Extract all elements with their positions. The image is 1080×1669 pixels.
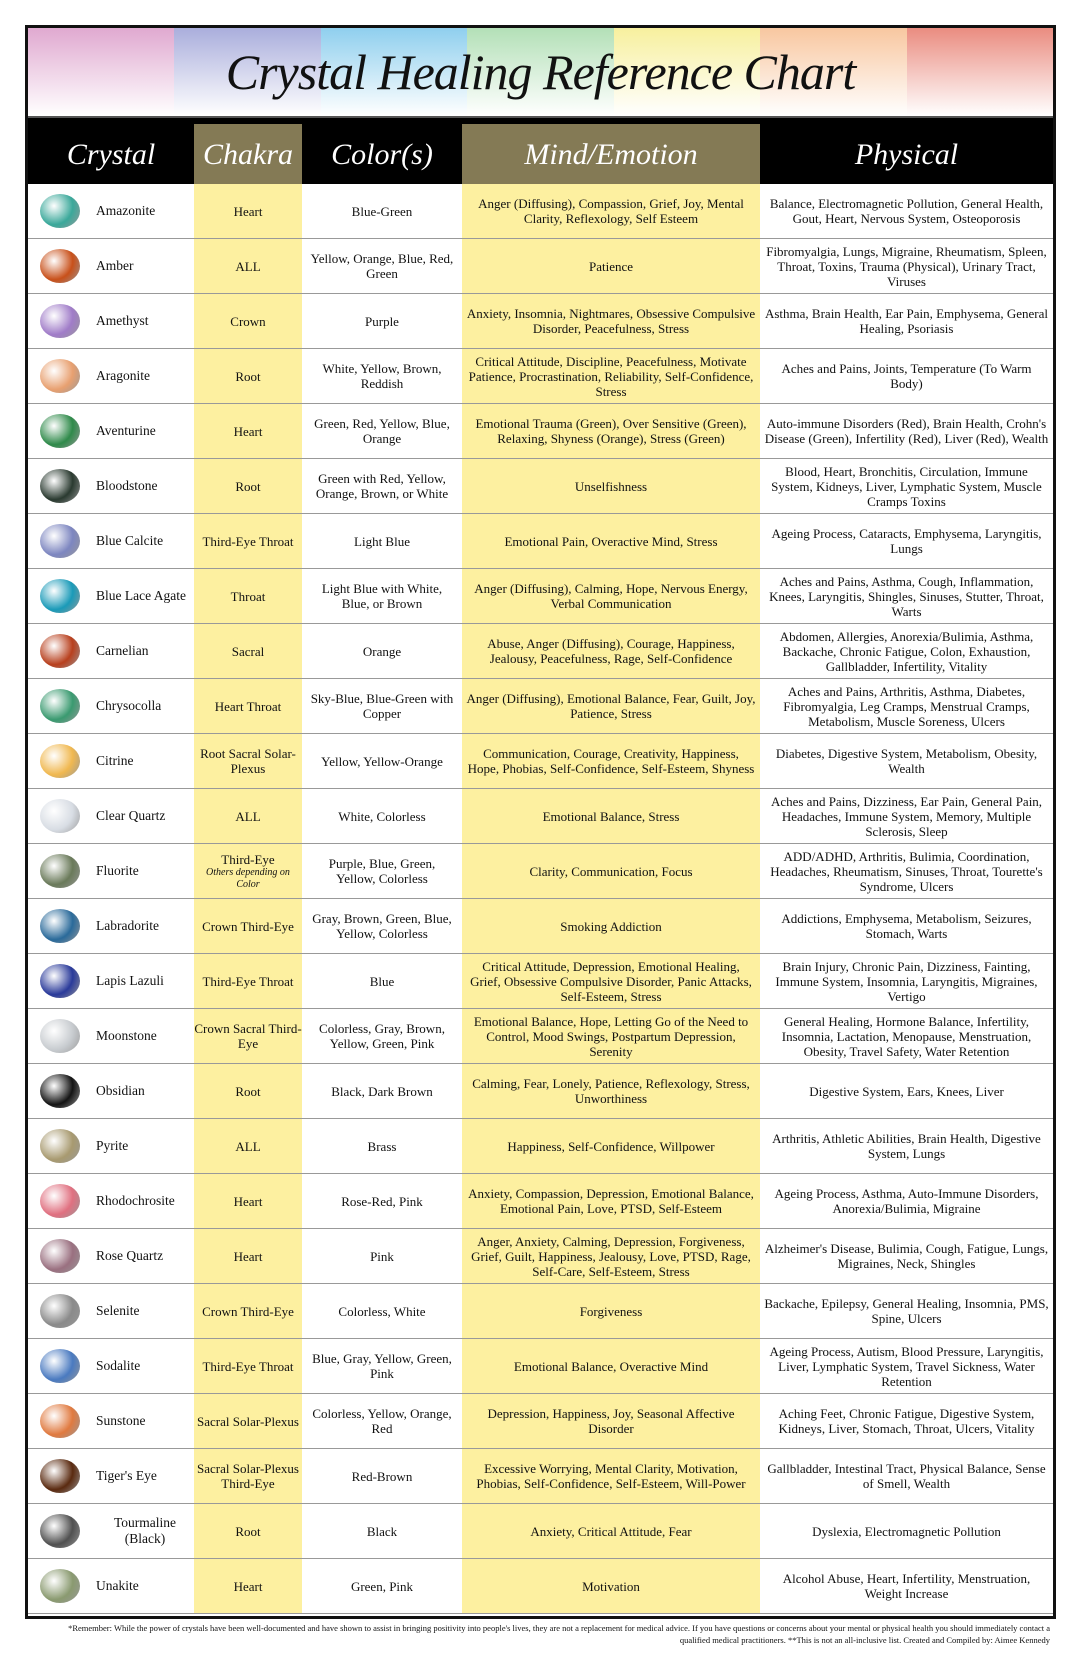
physical-cell: Brain Injury, Chronic Pain, Dizziness, Fainting, Immune System, Insomnia, Laryngitis, Migraines, Vertigo xyxy=(775,958,1038,1004)
crystal-image xyxy=(40,414,80,448)
mind-emotion-cell: Happiness, Self-Confidence, Willpower xyxy=(462,1119,760,1173)
crystal-image xyxy=(40,1129,80,1163)
crystal-name: Obsidian xyxy=(96,1083,145,1098)
colors-cell: Colorless, Gray, Brown, Yellow, Green, Pink xyxy=(319,1021,445,1051)
chakra-cell xyxy=(194,679,302,733)
chakra-text: Sacral Solar-Plexus xyxy=(197,1413,299,1429)
colors-cell: Light Blue with White, Blue, or Brown xyxy=(321,581,443,611)
mind-emotion-cell: Anger (Diffusing), Compassion, Grief, Joy, Mental Clarity, Reflexology, Self Esteem xyxy=(462,184,760,238)
chakra-text: Throat xyxy=(230,588,266,604)
mind-emotion-cell: Anger (Diffusing), Emotional Balance, Fear, Guilt, Joy, Patience, Stress xyxy=(462,679,760,733)
crystal-image xyxy=(40,524,80,558)
table-row xyxy=(28,954,1053,1009)
crystal-image xyxy=(40,469,80,503)
table-row xyxy=(28,624,1053,679)
physical-cell: Aches and Pains, Asthma, Cough, Inflammation, Knees, Laryngitis, Shingles, Sinuses, Stutter, Throat, Warts xyxy=(769,573,1044,619)
crystal-name: Citrine xyxy=(96,753,134,768)
crystal-name: Tourmaline (Black) xyxy=(113,1515,177,1546)
table-row xyxy=(28,1339,1053,1394)
crystal-image xyxy=(40,909,80,943)
crystal-cell xyxy=(28,459,194,513)
chakra-text: Sacral xyxy=(231,643,265,659)
crystal-cell xyxy=(28,844,194,898)
chakra-text: Root xyxy=(235,1083,261,1099)
table-row xyxy=(28,899,1053,954)
crystal-name: Amethyst xyxy=(96,313,149,328)
mind-emotion-cell: Emotional Balance, Stress xyxy=(462,789,760,843)
colors-cell: Pink xyxy=(370,1248,394,1264)
chakra-text: Third-Eye Throat xyxy=(202,533,294,549)
chakra-text: Root xyxy=(235,368,261,384)
chakra-text: Heart xyxy=(233,203,263,219)
crystal-image xyxy=(40,194,80,228)
crystal-name: Sunstone xyxy=(96,1413,146,1428)
crystal-cell xyxy=(28,899,194,953)
crystal-name: Pyrite xyxy=(96,1138,129,1153)
crystal-cell xyxy=(28,1064,194,1118)
crystal-name: Selenite xyxy=(96,1303,140,1318)
crystal-cell xyxy=(28,954,194,1008)
table-row xyxy=(28,1229,1053,1284)
crystal-name: Aragonite xyxy=(96,368,150,383)
crystal-image xyxy=(40,1569,80,1603)
crystal-image xyxy=(40,854,80,888)
chakra-text: Heart xyxy=(233,1578,263,1594)
crystal-cell xyxy=(28,734,194,788)
chakra-cell xyxy=(194,1229,302,1283)
table-row xyxy=(28,514,1053,569)
mind-emotion-cell: Critical Attitude, Depression, Emotional Healing, Grief, Obsessive Compulsive Disorder, Panic Attacks, Self-Esteem, Stress xyxy=(462,954,760,1008)
crystal-cell xyxy=(28,349,194,403)
chakra-cell xyxy=(194,954,302,1008)
table-row xyxy=(28,844,1053,899)
chakra-text: ALL xyxy=(235,808,261,824)
crystal-image xyxy=(40,1074,80,1108)
table-row xyxy=(28,294,1053,349)
crystal-cell xyxy=(28,1449,194,1503)
chakra-text: Heart xyxy=(233,1248,263,1264)
chakra-text: ALL xyxy=(235,1138,261,1154)
table-row xyxy=(28,239,1053,294)
colors-cell: Blue xyxy=(369,973,395,989)
header-crystal: Crystal xyxy=(66,138,156,171)
colors-cell: Purple xyxy=(365,313,399,329)
mind-emotion-cell: Calming, Fear, Lonely, Patience, Reflexology, Stress, Unworthiness xyxy=(462,1064,760,1118)
mind-emotion-cell: Critical Attitude, Discipline, Peacefulness, Motivate Patience, Procrastination, Reliability, Self-Confidence, Stress xyxy=(462,349,760,403)
colors-cell: Green, Pink xyxy=(350,1578,414,1594)
colors-cell: Orange xyxy=(362,643,402,659)
physical-cell: Alcohol Abuse, Heart, Infertility, Menstruation, Weight Increase xyxy=(782,1571,1031,1601)
table-row xyxy=(28,734,1053,789)
crystal-image xyxy=(40,1019,80,1053)
mind-emotion-cell: Forgiveness xyxy=(462,1284,760,1338)
crystal-image xyxy=(40,1514,80,1548)
chakra-cell xyxy=(194,1559,302,1613)
chakra-cell xyxy=(194,1394,302,1448)
colors-cell: Light Blue xyxy=(354,533,410,549)
crystal-image xyxy=(40,634,80,668)
crystal-name: Lapis Lazuli xyxy=(96,973,164,988)
crystal-name: Rose Quartz xyxy=(96,1248,164,1263)
chakra-cell xyxy=(194,569,302,623)
physical-cell: Aches and Pains, Dizziness, Ear Pain, General Pain, Headaches, Immune System, Memory, Multiple Sclerosis, Sleep xyxy=(770,793,1043,839)
table-row xyxy=(28,184,1053,239)
footer-disclaimer: *Remember: While the power of crystals have been well-documented and have shown to assist in bringing positivity into people's lives, they are not a replacement for medical advice. If you have questions or concerns about your mental or physical health you should immediately contact a qualified medical practitioners. **This is not an all-inclusive list. Created and Compiled by: Aimee Kennedy xyxy=(68,1623,1050,1645)
crystal-name: Blue Calcite xyxy=(96,533,164,548)
physical-cell: Addictions, Emphysema, Metabolism, Seizures, Stomach, Warts xyxy=(781,911,1032,941)
crystal-cell xyxy=(28,1339,194,1393)
physical-cell: Auto-immune Disorders (Red), Brain Health, Crohn's Disease (Green), Infertility (Red), Liver (Red), Wealth xyxy=(764,416,1049,446)
crystal-name: Rhodochrosite xyxy=(96,1193,175,1208)
crystal-cell xyxy=(28,404,194,458)
chakra-text: Crown Sacral Third-Eye xyxy=(194,1021,302,1051)
colors-cell: Blue-Green xyxy=(351,203,413,219)
crystal-cell xyxy=(28,239,194,293)
crystal-name: Aventurine xyxy=(96,423,156,438)
page-title: Crystal Healing Reference Chart xyxy=(225,44,856,100)
chart-frame xyxy=(25,25,1056,1619)
crystal-name: Blue Lace Agate xyxy=(96,588,186,603)
table-row xyxy=(28,404,1053,459)
colors-cell: Sky-Blue, Blue-Green with Copper xyxy=(310,691,454,721)
crystal-image xyxy=(40,1404,80,1438)
table-row xyxy=(28,1064,1053,1119)
crystal-image xyxy=(40,359,80,393)
physical-cell: Gallbladder, Intestinal Tract, Physical Balance, Sense of Smell, Wealth xyxy=(767,1461,1046,1491)
mind-emotion-cell: Emotional Balance, Hope, Letting Go of the Need to Control, Mood Swings, Postpartum Depression, Serenity xyxy=(462,1009,760,1063)
colors-cell: Green with Red, Yellow, Orange, Brown, or White xyxy=(315,471,449,501)
table-row xyxy=(28,1504,1053,1559)
crystal-name: Sodalite xyxy=(96,1358,141,1373)
physical-cell: Alzheimer's Disease, Bulimia, Cough, Fatigue, Lungs, Migraines, Neck, Shingles xyxy=(764,1241,1049,1271)
mind-emotion-cell: Emotional Trauma (Green), Over Sensitive (Green), Relaxing, Shyness (Orange), Stress (Green) xyxy=(462,404,760,458)
physical-cell: Dyslexia, Electromagnetic Pollution xyxy=(812,1523,1001,1539)
crystal-image xyxy=(40,1459,80,1493)
colors-cell: White, Colorless xyxy=(338,808,426,824)
crystal-image xyxy=(40,1184,80,1218)
table-row xyxy=(28,1174,1053,1229)
colors-cell: Green, Red, Yellow, Blue, Orange xyxy=(314,416,450,446)
crystal-image xyxy=(40,744,80,778)
table-row xyxy=(28,1449,1053,1504)
crystal-cell xyxy=(28,624,194,678)
crystal-cell xyxy=(28,1284,194,1338)
crystal-cell xyxy=(28,1229,194,1283)
table-row xyxy=(28,1394,1053,1449)
mind-emotion-cell: Emotional Pain, Overactive Mind, Stress xyxy=(462,514,760,568)
physical-cell: Ageing Process, Asthma, Auto-Immune Disorders, Anorexia/Bulimia, Migraine xyxy=(774,1186,1039,1216)
crystal-image xyxy=(40,689,80,723)
colors-cell: Rose-Red, Pink xyxy=(341,1193,423,1209)
chakra-cell xyxy=(194,1339,302,1393)
colors-cell: Red-Brown xyxy=(351,1468,413,1484)
chakra-text: Third-Eye xyxy=(221,851,275,867)
chakra-cell xyxy=(194,1284,302,1338)
crystal-cell xyxy=(28,1559,194,1613)
crystal-name: Carnelian xyxy=(96,643,149,658)
colors-cell: Black, Dark Brown xyxy=(331,1083,433,1099)
crystal-image xyxy=(40,249,80,283)
chakra-cell xyxy=(194,1009,302,1063)
crystal-image xyxy=(40,799,80,833)
crystal-cell xyxy=(28,294,194,348)
chakra-text: Third-Eye Throat xyxy=(202,1358,294,1374)
colors-cell: Colorless, White xyxy=(338,1303,426,1319)
table-row xyxy=(28,1284,1053,1339)
mind-emotion-cell: Depression, Happiness, Joy, Seasonal Affective Disorder xyxy=(462,1394,760,1448)
physical-cell: Digestive System, Ears, Knees, Liver xyxy=(809,1083,1004,1099)
chakra-cell xyxy=(194,1174,302,1228)
chakra-text: Root xyxy=(235,478,261,494)
colors-cell: Colorless, Yellow, Orange, Red xyxy=(312,1406,452,1436)
physical-cell: General Healing, Hormone Balance, Infertility, Insomnia, Lactation, Menopause, Menstruation, Obesity, Travel Safety, Water Retention xyxy=(781,1013,1032,1059)
physical-cell: Balance, Electromagnetic Pollution, General Health, Gout, Heart, Nervous System, Osteoporosis xyxy=(769,196,1044,226)
crystal-cell xyxy=(28,1174,194,1228)
colors-cell: Blue, Gray, Yellow, Green, Pink xyxy=(312,1351,452,1381)
crystal-image xyxy=(40,1239,80,1273)
chakra-text: Crown xyxy=(230,313,266,329)
chakra-text: ALL xyxy=(235,258,261,274)
chakra-text: Root Sacral Solar-Plexus xyxy=(200,746,296,776)
mind-emotion-cell: Anxiety, Compassion, Depression, Emotional Balance, Emotional Pain, Love, PTSD, Self-Esteem xyxy=(462,1174,760,1228)
chakra-text: Heart xyxy=(233,1193,263,1209)
mind-emotion-cell: Excessive Worrying, Mental Clarity, Motivation, Phobias, Self-Confidence, Self-Esteem, Will-Power xyxy=(462,1449,760,1503)
table-row xyxy=(28,1559,1053,1614)
chakra-cell xyxy=(194,514,302,568)
crystal-cell xyxy=(28,514,194,568)
table-row xyxy=(28,1119,1053,1174)
crystal-name: Chrysocolla xyxy=(96,698,162,713)
crystal-name: Moonstone xyxy=(96,1028,157,1043)
colors-cell: Brass xyxy=(367,1138,397,1154)
chakra-cell xyxy=(194,184,302,238)
chakra-cell xyxy=(194,899,302,953)
physical-cell: Asthma, Brain Health, Ear Pain, Emphysema, General Healing, Psoriasis xyxy=(764,306,1049,336)
header-chakra: Chakra xyxy=(194,124,302,186)
chakra-text: Heart xyxy=(233,423,263,439)
physical-cell: Backache, Epilepsy, General Healing, Insomnia, PMS, Spine, Ulcers xyxy=(764,1296,1049,1326)
crystal-cell xyxy=(28,1394,194,1448)
table-row xyxy=(28,679,1053,734)
crystal-name: Amazonite xyxy=(96,203,156,218)
physical-cell: Aches and Pains, Arthritis, Asthma, Diabetes, Fibromyalgia, Leg Cramps, Menstrual Cramps, Metabolism, Muscle Soreness, Ulcers xyxy=(783,683,1030,729)
physical-cell: Aching Feet, Chronic Fatigue, Digestive System, Kidneys, Liver, Stomach, Throat, Ulcers, Vitality xyxy=(778,1406,1035,1436)
table-row xyxy=(28,569,1053,624)
physical-cell: Aches and Pains, Joints, Temperature (To Warm Body) xyxy=(781,361,1032,391)
mind-emotion-cell: Patience xyxy=(462,239,760,293)
physical-cell: ADD/ADHD, Arthritis, Bulimia, Coordination, Headaches, Rheumatism, Sinuses, Throat, Tourette's Syndrome, Ulcers xyxy=(770,848,1043,894)
crystal-cell xyxy=(28,1504,194,1558)
physical-cell: Blood, Heart, Bronchitis, Circulation, Immune System, Kidneys, Liver, Lymphatic System, Muscle Cramps Toxins xyxy=(771,463,1042,509)
crystal-name: Labradorite xyxy=(96,918,159,933)
crystal-cell xyxy=(28,1009,194,1063)
colors-cell: Yellow, Orange, Blue, Red, Green xyxy=(310,251,454,281)
colors-cell: Yellow, Yellow-Orange xyxy=(321,753,443,769)
chakra-text: Heart Throat xyxy=(214,698,282,714)
chakra-cell xyxy=(194,734,302,788)
crystal-cell xyxy=(28,679,194,733)
chakra-cell xyxy=(194,349,302,403)
chakra-text: Root xyxy=(235,1523,261,1539)
physical-cell: Arthritis, Athletic Abilities, Brain Health, Digestive System, Lungs xyxy=(772,1131,1041,1161)
chakra-cell xyxy=(194,459,302,513)
chakra-text: Sacral Solar-Plexus Third-Eye xyxy=(197,1461,299,1491)
crystal-cell xyxy=(28,569,194,623)
chakra-note: Others depending on Color xyxy=(206,866,290,890)
chakra-cell xyxy=(194,239,302,293)
crystal-name: Bloodstone xyxy=(96,478,158,493)
crystal-cell xyxy=(28,184,194,238)
crystal-image xyxy=(40,579,80,613)
chakra-cell xyxy=(194,1064,302,1118)
table-row xyxy=(28,1009,1053,1064)
chakra-text: Third-Eye Throat xyxy=(202,973,294,989)
crystal-image xyxy=(40,1349,80,1383)
header-physical: Physical xyxy=(854,138,959,171)
chakra-cell xyxy=(194,789,302,843)
crystal-image xyxy=(40,964,80,998)
crystal-name: Clear Quartz xyxy=(96,808,166,823)
crystal-name: Amber xyxy=(96,258,134,273)
mind-emotion-cell: Motivation xyxy=(462,1559,760,1613)
crystal-cell xyxy=(28,789,194,843)
physical-cell: Diabetes, Digestive System, Metabolism, Obesity, Wealth xyxy=(775,746,1038,776)
mind-emotion-cell: Anxiety, Insomnia, Nightmares, Obsessive Compulsive Disorder, Peacefulness, Stress xyxy=(462,294,760,348)
physical-cell: Fibromyalgia, Lungs, Migraine, Rheumatism, Spleen, Throat, Toxins, Trauma (Physical), Urinary Tract, Viruses xyxy=(766,243,1047,289)
physical-cell: Abdomen, Allergies, Anorexia/Bulimia, Asthma, Backache, Chronic Fatigue, Colon, Exhaustion, Gallbladder, Infertility, Vitality xyxy=(779,628,1034,674)
physical-cell: Ageing Process, Cataracts, Emphysema, Laryngitis, Lungs xyxy=(771,526,1042,556)
colors-cell: Black xyxy=(366,1523,398,1539)
mind-emotion-cell: Anger, Anxiety, Calming, Depression, Forgiveness, Grief, Guilt, Happiness, Jealousy, Love, PTSD, Rage, Self-Care, Self-Esteem, Stress xyxy=(462,1229,760,1283)
chakra-cell xyxy=(194,1449,302,1503)
crystal-name: Fluorite xyxy=(96,863,139,878)
chakra-cell xyxy=(194,844,302,898)
chakra-cell xyxy=(194,624,302,678)
table-header xyxy=(28,116,1053,184)
table-row xyxy=(28,349,1053,404)
crystal-name: Tiger's Eye xyxy=(96,1468,157,1483)
chakra-text: Crown Third-Eye xyxy=(202,1303,294,1319)
chakra-cell xyxy=(194,1119,302,1173)
mind-emotion-cell: Communication, Courage, Creativity, Happiness, Hope, Phobias, Self-Confidence, Self-Esteem, Shyness xyxy=(462,734,760,788)
mind-emotion-cell: Anxiety, Critical Attitude, Fear xyxy=(462,1504,760,1558)
colors-cell: White, Yellow, Brown, Reddish xyxy=(322,361,442,391)
mind-emotion-cell: Smoking Addiction xyxy=(462,899,760,953)
mind-emotion-cell: Emotional Balance, Overactive Mind xyxy=(462,1339,760,1393)
table-row xyxy=(28,459,1053,514)
crystal-image xyxy=(40,1294,80,1328)
mind-emotion-cell: Unselfishness xyxy=(462,459,760,513)
colors-cell: Gray, Brown, Green, Blue, Yellow, Colorless xyxy=(312,911,452,941)
table-row xyxy=(28,789,1053,844)
crystal-cell xyxy=(28,1119,194,1173)
physical-cell: Ageing Process, Autism, Blood Pressure, Laryngitis, Liver, Lymphatic System, Travel Sickness, Water Retention xyxy=(769,1343,1044,1389)
mind-emotion-cell: Clarity, Communication, Focus xyxy=(462,844,760,898)
mind-emotion-cell: Abuse, Anger (Diffusing), Courage, Happiness, Jealousy, Peacefulness, Rage, Self-Confidence xyxy=(462,624,760,678)
header-mind-emotion: Mind/Emotion xyxy=(462,124,760,186)
crystal-name: Unakite xyxy=(96,1578,139,1593)
chakra-cell xyxy=(194,404,302,458)
chakra-cell xyxy=(194,1504,302,1558)
header-colors: Color(s) xyxy=(331,138,433,171)
colors-cell: Purple, Blue, Green, Yellow, Colorless xyxy=(328,856,436,886)
chakra-cell xyxy=(194,294,302,348)
crystal-image xyxy=(40,304,80,338)
chakra-text: Crown Third-Eye xyxy=(202,918,294,934)
mind-emotion-cell: Anger (Diffusing), Calming, Hope, Nervous Energy, Verbal Communication xyxy=(462,569,760,623)
